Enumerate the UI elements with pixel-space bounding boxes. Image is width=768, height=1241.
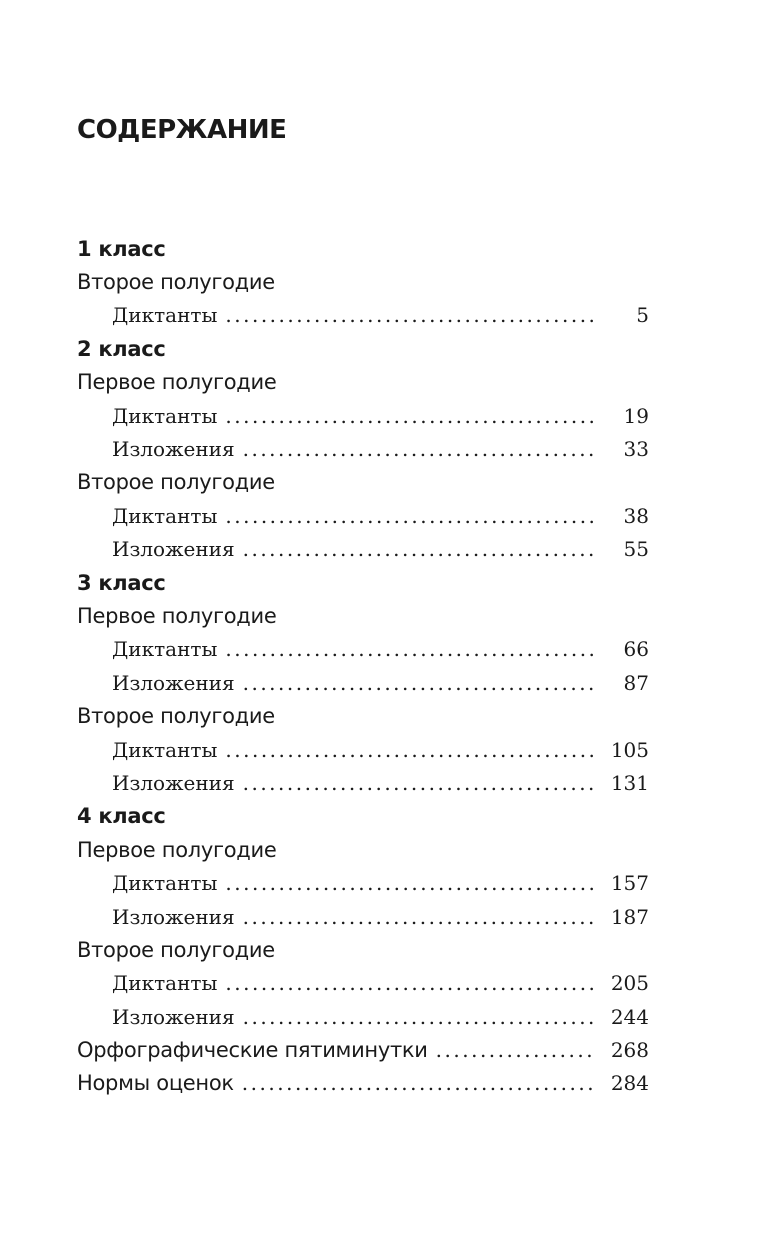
- entry-title: Нормы оценок: [77, 1071, 234, 1096]
- entry-title: Диктанты: [112, 503, 218, 528]
- term-heading: Второе полугодие: [77, 470, 275, 495]
- toc-entry[interactable]: [77, 866, 649, 899]
- grade-heading: 3 класс: [77, 570, 166, 595]
- dot-leader: [243, 537, 595, 561]
- entry-title: Диктанты: [112, 971, 218, 996]
- dot-leader: [243, 1005, 595, 1029]
- toc-entry[interactable]: [77, 900, 649, 933]
- page-number: 87: [623, 670, 649, 695]
- page-number: 105: [610, 737, 649, 762]
- entry-title: Диктанты: [112, 303, 218, 328]
- entry-title: Диктанты: [112, 737, 218, 762]
- dot-leader: [225, 404, 595, 428]
- term-heading: Второе полугодие: [77, 937, 275, 962]
- toc-entry[interactable]: [77, 499, 649, 532]
- dot-leader: [225, 971, 595, 995]
- term-heading: Первое полугодие: [77, 837, 277, 862]
- toc-entry[interactable]: [77, 967, 649, 1000]
- dot-leader: [225, 303, 595, 327]
- toc-entry[interactable]: [77, 766, 649, 799]
- toc-entry[interactable]: [77, 399, 649, 432]
- dot-leader: [225, 504, 595, 528]
- dot-leader: [225, 738, 595, 762]
- term-heading: Первое полугодие: [77, 370, 277, 395]
- grade-heading: 1 класс: [77, 236, 166, 261]
- dot-leader: [242, 1071, 595, 1095]
- entry-title: Изложения: [112, 770, 235, 795]
- entry-title: Диктанты: [112, 403, 218, 428]
- entry-title: Изложения: [112, 437, 235, 462]
- page-number: 244: [610, 1004, 649, 1029]
- entry-title: Диктанты: [112, 871, 218, 896]
- toc-list: [77, 232, 649, 1100]
- page-number: 131: [610, 770, 649, 795]
- page-number: 33: [623, 437, 649, 462]
- term-heading: Второе полугодие: [77, 270, 275, 295]
- toc-entry-spelling-drills[interactable]: [77, 1033, 649, 1066]
- grade-heading: 4 класс: [77, 804, 166, 829]
- dot-leader: [225, 637, 595, 661]
- toc-entry-grading-norms[interactable]: [77, 1067, 649, 1100]
- entry-title: Изложения: [112, 537, 235, 562]
- page-number: 268: [610, 1038, 649, 1063]
- dot-leader: [436, 1038, 595, 1062]
- dot-leader: [225, 871, 595, 895]
- toc-entry[interactable]: [77, 1000, 649, 1033]
- entry-title: Диктанты: [112, 637, 218, 662]
- page-number: 157: [610, 871, 649, 896]
- page-number: 5: [636, 303, 649, 328]
- dot-leader: [243, 771, 595, 795]
- term-heading: Первое полугодие: [77, 603, 277, 628]
- page-number: 284: [610, 1071, 649, 1096]
- page-number: 55: [623, 537, 649, 562]
- toc-entry[interactable]: [77, 432, 649, 465]
- page-title: СОДЕРЖАНИЕ: [77, 115, 287, 145]
- entry-title: Орфографические пятиминутки: [77, 1038, 428, 1063]
- dot-leader: [243, 905, 595, 929]
- toc-entry[interactable]: [77, 633, 649, 666]
- page-number: 38: [623, 503, 649, 528]
- page-number: 187: [610, 904, 649, 929]
- dot-leader: [243, 671, 595, 695]
- toc-entry[interactable]: [77, 533, 649, 566]
- toc-entry[interactable]: [77, 666, 649, 699]
- entry-title: Изложения: [112, 1004, 235, 1029]
- toc-entry[interactable]: [77, 299, 649, 332]
- page-number: 205: [610, 971, 649, 996]
- grade-heading: 2 класс: [77, 336, 166, 361]
- page-number: 66: [623, 637, 649, 662]
- entry-title: Изложения: [112, 904, 235, 929]
- toc-entry[interactable]: [77, 733, 649, 766]
- entry-title: Изложения: [112, 670, 235, 695]
- page-number: 19: [623, 403, 649, 428]
- term-heading: Второе полугодие: [77, 704, 275, 729]
- dot-leader: [243, 437, 595, 461]
